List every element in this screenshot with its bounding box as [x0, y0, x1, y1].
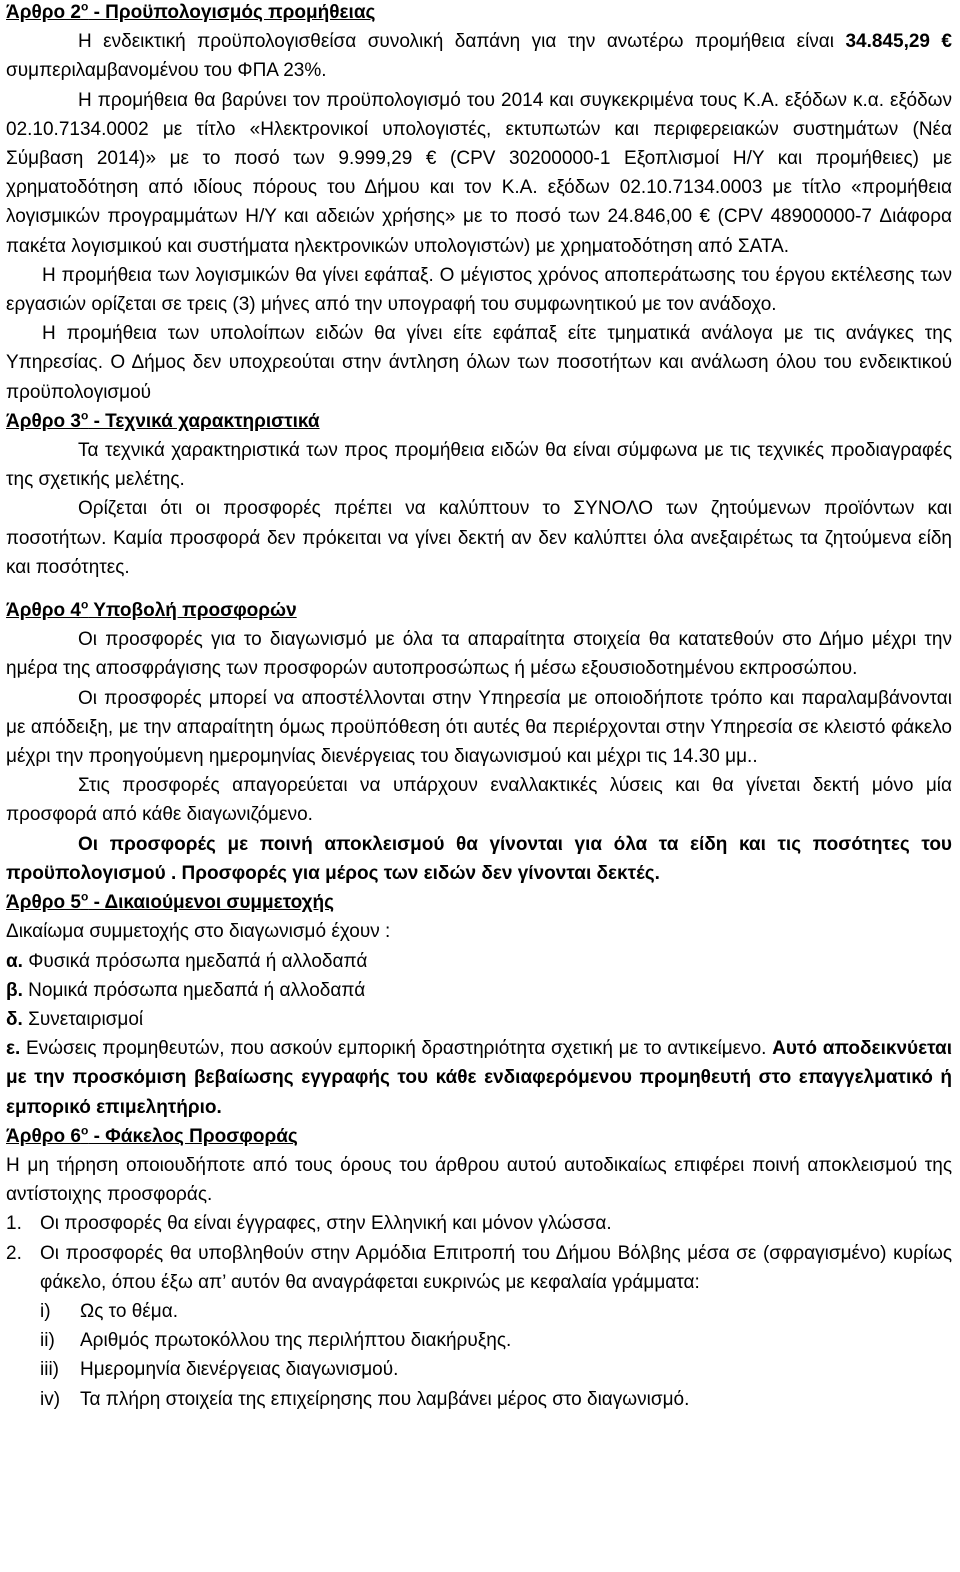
list-item-text: Νομικά πρόσωπα ημεδαπά ή αλλοδαπά [22, 979, 366, 1001]
list-marker: δ. [6, 1008, 23, 1030]
article-3-totality-paragraph: Ορίζεται ότι οι προσφορές πρέπει να καλύπτουν το ΣΥΝΟΛΟ των ζητούμενων προϊόντων και ποσοτήτων. Καμία προσφορά δεν πρόκειται να γίνει δεκτή αν δεν καλύπτει όλα ανεξαιρέτως τα ζητούμενα είδη και ποσότητες. [6, 498, 952, 578]
sublist-number: i) [40, 1300, 51, 1322]
list-number: 2. [6, 1242, 22, 1264]
article-6-heading [6, 1122, 952, 1151]
article-2-title-pre: Άρθρο 2 [6, 2, 81, 23]
sublist-number: iii) [40, 1359, 59, 1381]
article-2-software-paragraph: Η προμήθεια των λογισμικών θα γίνει εφάπαξ. Ο μέγιστος χρόνος αποπεράτωσης του έργου εκτέλεσης των εργασιών ορίζεται σε τρεις (3) μήνες από την υπογραφή του συμφωνητικού με τον ανάδοχο. [6, 264, 952, 316]
article-3-specs-paragraph: Τα τεχνικά χαρακτηριστικά των προς προμήθεια ειδών θα είναι σύμφωνα με τις τεχνικές προδιαγραφές της σχετικής μελέτης. [6, 440, 952, 491]
article-4-title-post: Υποβολή προσφορών [88, 600, 297, 622]
article-5-intro: Δικαίωμα συμμετοχής στο διαγωνισμό έχουν : [6, 921, 391, 943]
sublist-item-text: Τα πλήρη στοιχεία της επιχείρησης που λαμβάνει μέρος στο διαγωνισμό. [80, 1388, 690, 1410]
article-4-alternatives-paragraph: Στις προσφορές απαγορεύεται να υπάρχουν εναλλακτικές λύσεις και θα γίνεται δεκτή μόνο μία προσφορά από κάθε διαγωνιζόμενο. [6, 775, 952, 826]
list-marker: ε. [6, 1038, 21, 1060]
article-5-title-pre: Άρθρο 5 [6, 892, 81, 914]
article-6-item-1 [6, 1209, 952, 1238]
article-2-funding-paragraph: Η προμήθεια θα βαρύνει τον προϋπολογισμό του 2014 και συγκεκριμένα τους Κ.Α. εξόδων κ.α. εξόδων 02.10.7134.0002 με τίτλο «Ηλεκτρονικοί υπολογιστές, εκτυπωτών και περιφερειακών συστημάτων (Νέα Σύμβαση 2014)» με το ποσό των 9.999,29 € (CPV 30200000-1 Εξοπλισμοί Η/Υ και προμήθειες) με χρηματοδότηση από ιδίους πόρους του Δήμου και τον Κ.Α. εξόδων 02.10.7134.0003 με τίτλο «προμήθεια λογισμικών προγραμμάτων Η/Υ και αδειών χρήσης» με το ποσό των 24.846,00 € (CPV 48900000-7 Διάφορα πακέτα λογισμικού και συστήματα ηλεκτρονικών υπολογιστών) με χρηματοδότηση από ΣΑΤΑ. [6, 89, 952, 257]
sublist-item-text: Ημερομηνία διενέργειας διαγωνισμού. [80, 1359, 399, 1381]
sublist-item-text: Αριθμός πρωτοκόλλου της περιλήπτου διακήρυξης. [80, 1330, 512, 1352]
article-2-heading [6, 0, 952, 27]
article-5-item-unions [6, 1034, 952, 1122]
article-4-title-pre: Άρθρο 4 [6, 600, 81, 622]
list-marker: α. [6, 950, 23, 972]
article-6-subitem-ii [6, 1326, 952, 1355]
list-marker: β. [6, 979, 23, 1001]
sublist-number: ii) [40, 1330, 55, 1352]
article-3-ordinal: ο [80, 408, 89, 423]
article-6-intro: Η μη τήρηση οποιουδήποτε από τους όρους του άρθρου αυτού αυτοδικαίως επιφέρει ποινή αποκλεισμού της αντίστοιχης προσφοράς. [6, 1154, 952, 1206]
list-item-text: Ενώσεις προμηθευτών, που ασκούν εμπορική δραστηριότητα σχετική με το αντικείμενο. [20, 1038, 773, 1060]
sublist-number: iv) [40, 1388, 61, 1410]
list-item-text: Φυσικά πρόσωπα ημεδαπά ή αλλοδαπά [22, 950, 368, 972]
article-2-budget-paragraph [6, 27, 952, 85]
article-5-ordinal: ο [80, 889, 89, 904]
document-content [6, 0, 952, 1414]
article-4-delivery-paragraph: Οι προσφορές μπορεί να αποστέλλονται στην Υπηρεσία με οποιοδήποτε τρόπο και παραλαμβάνονται με απόδειξη, με την απαραίτητη όμως προϋπόθεση ότι αυτές θα περιέρχονται στην Υπηρεσία σε κλειστό φάκελο μέχρι την προηγούμενη ημερομηνίας διενέργειας του διαγωνισμού και μέχρι τις 14.30 μμ.. [6, 687, 952, 768]
list-item-bold-text: Αυτό αποδεικνύεται με την προσκόμιση βεβαίωσης εγγραφής του κάθε ενδιαφερόμενου προμηθευτή στο επαγγελματικό ή εμπορικό επιμελητήριο. [6, 1038, 952, 1118]
article-2-delivery-paragraph: Η προμήθεια των υπολοίπων ειδών θα γίνει είτε εφάπαξ είτε τμηματικά ανάλογα με τις ανάγκες της Υπηρεσίας. Ο Δήμος δεν υποχρεούται στην άντληση όλων των ποσοτήτων και ανάλωση όλου του ενδεικτικού προϋπολογισμού [6, 323, 952, 403]
list-number: 1. [6, 1213, 22, 1235]
article-6-title-pre: Άρθρο 6 [6, 1125, 81, 1147]
article-6-title-post: - Φάκελος Προσφοράς [88, 1125, 298, 1147]
article-2-budget-text: Η ενδεικτική προϋπολογισθείσα συνολική δαπάνη για την ανωτέρω προμήθεια είναι [78, 31, 846, 53]
article-6-ordinal: ο [80, 1123, 89, 1138]
article-2-title-post: - Προϋπολογισμός προμήθειας [88, 2, 376, 23]
list-item-text: Οι προσφορές θα υποβληθούν στην Αρμόδια Επιτροπή του Δήμου Βόλβης μέσα σε (σφραγισμένο) κυρίως φάκελο, όπου έξω απ’ αυτόν θα αναγράφεται ευκρινώς με κεφαλαία γράμματα: [40, 1242, 952, 1293]
article-5-title-post: - Δικαιούμενοι συμμετοχής [88, 892, 334, 914]
article-5-item-legal-persons [6, 976, 952, 1005]
article-5-item-cooperatives [6, 1005, 952, 1034]
article-4-heading [6, 596, 952, 625]
list-item-text: Οι προσφορές θα είναι έγγραφες, στην Ελληνική και μόνον γλώσσα. [40, 1213, 612, 1235]
article-4-ordinal: ο [80, 597, 89, 612]
article-2-budget-amount: 34.845,29 € [845, 31, 952, 53]
article-3-title-pre: Άρθρο 3 [6, 410, 81, 432]
article-3-heading [6, 407, 952, 436]
article-5-item-natural-persons [6, 947, 952, 976]
article-6-subitem-iv [6, 1385, 952, 1414]
article-6-item-2 [6, 1239, 952, 1297]
sublist-item-text: Ως το θέμα. [80, 1300, 178, 1322]
article-5-heading [6, 888, 952, 917]
article-3-title-post: - Τεχνικά χαρακτηριστικά [88, 410, 320, 432]
article-4-exclusion-paragraph: Οι προσφορές με ποινή αποκλεισμού θα γίνονται για όλα τα είδη και τις ποσότητες του προϋπολογισμού . Προσφορές για μέρος των ειδών δεν γίνονται δεκτές. [6, 833, 952, 884]
article-6-subitem-iii [6, 1355, 952, 1384]
article-6-subitem-i [6, 1297, 952, 1326]
spacer [6, 582, 952, 596]
list-item-text: Συνεταιρισμοί [22, 1008, 144, 1030]
article-2-ordinal: ο [80, 0, 89, 14]
article-4-submission-paragraph: Οι προσφορές για το διαγωνισμό με όλα τα απαραίτητα στοιχεία θα κατατεθούν στο Δήμο μέχρι την ημέρα της αποσφράγισης των προσφορών αυτοπροσώπως ή μέσω εξουσιοδοτημένου εκπροσώπου. [6, 629, 952, 680]
article-2-budget-end: συμπεριλαμβανομένου του ΦΠΑ 23%. [6, 60, 327, 82]
